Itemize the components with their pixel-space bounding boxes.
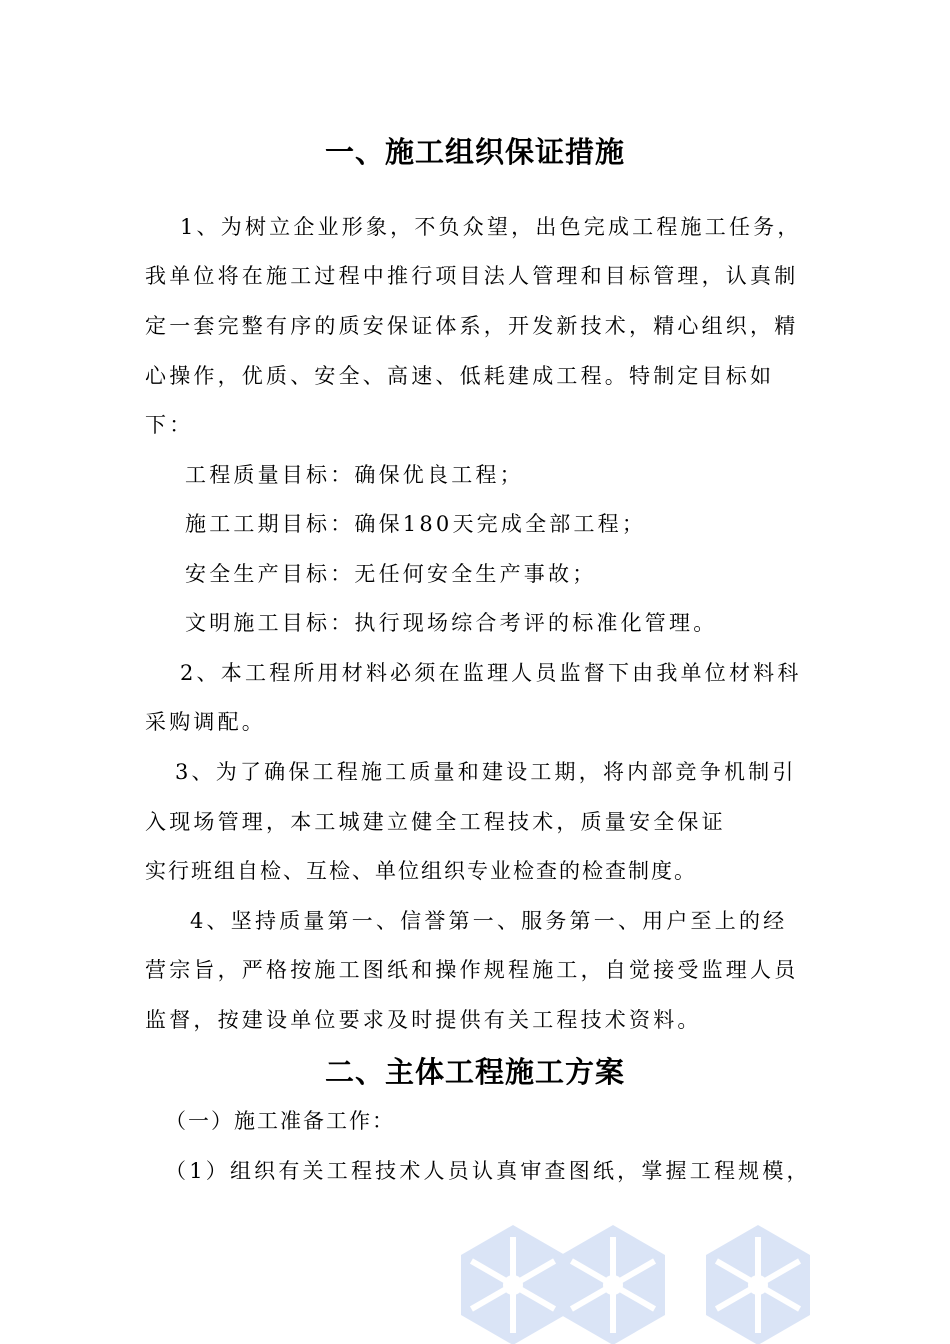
paragraph-line: 心操作，优质、安全、高速、低耗建成工程。特制定目标如 (145, 364, 775, 388)
paragraph-line: 定一套完整有序的质安保证体系，开发新技术，精心组织，精 (145, 314, 799, 338)
target-line: 工程质量目标：确保优良工程； (185, 463, 524, 487)
watermark-snowflake-icon (458, 1205, 818, 1344)
paragraph-line: （1）组织有关工程技术人员认真审查图纸，掌握工程规模， (165, 1159, 811, 1183)
paragraph-line: 采购调配。 (145, 710, 266, 734)
target-line: 文明施工目标：执行现场综合考评的标准化管理。 (185, 611, 718, 635)
paragraph-line: 2、本工程所用材料必须在监理人员监督下由我单位材料科 (180, 661, 802, 685)
paragraph-line: 监督，按建设单位要求及时提供有关工程技术资料。 (145, 1008, 702, 1032)
section-2-title: 二、主体工程施工方案 (324, 1055, 625, 1089)
paragraph-line: 我单位将在施工过程中推行项目法人管理和目标管理，认真制 (145, 264, 799, 288)
paragraph-line: 实行班组自检、互检、单位组织专业检查的检查制度。 (145, 859, 697, 883)
subsection-heading: （一）施工准备工作： (165, 1109, 395, 1133)
paragraph-line: 4、坚持质量第一、信誉第一、服务第一、用户至上的经 (190, 909, 788, 933)
paragraph-line: 1、为树立企业形象，不负众望，出色完成工程施工任务， (180, 215, 802, 239)
section-1-title: 一、施工组织保证措施 (324, 135, 625, 169)
paragraph-line: 营宗旨，严格按施工图纸和操作规程施工，自觉接受监理人员 (145, 958, 799, 982)
target-line: 安全生产目标：无任何安全生产事故； (185, 562, 597, 586)
target-line: 施工工期目标：确保180天完成全部工程； (185, 512, 647, 536)
paragraph-line: 下： (145, 413, 194, 437)
paragraph-line: 3、为了确保工程施工质量和建设工期，将内部竞争机制引 (175, 760, 797, 784)
paragraph-line: 入现场管理，本工城建立健全工程技术，质量安全保证 (145, 810, 726, 834)
